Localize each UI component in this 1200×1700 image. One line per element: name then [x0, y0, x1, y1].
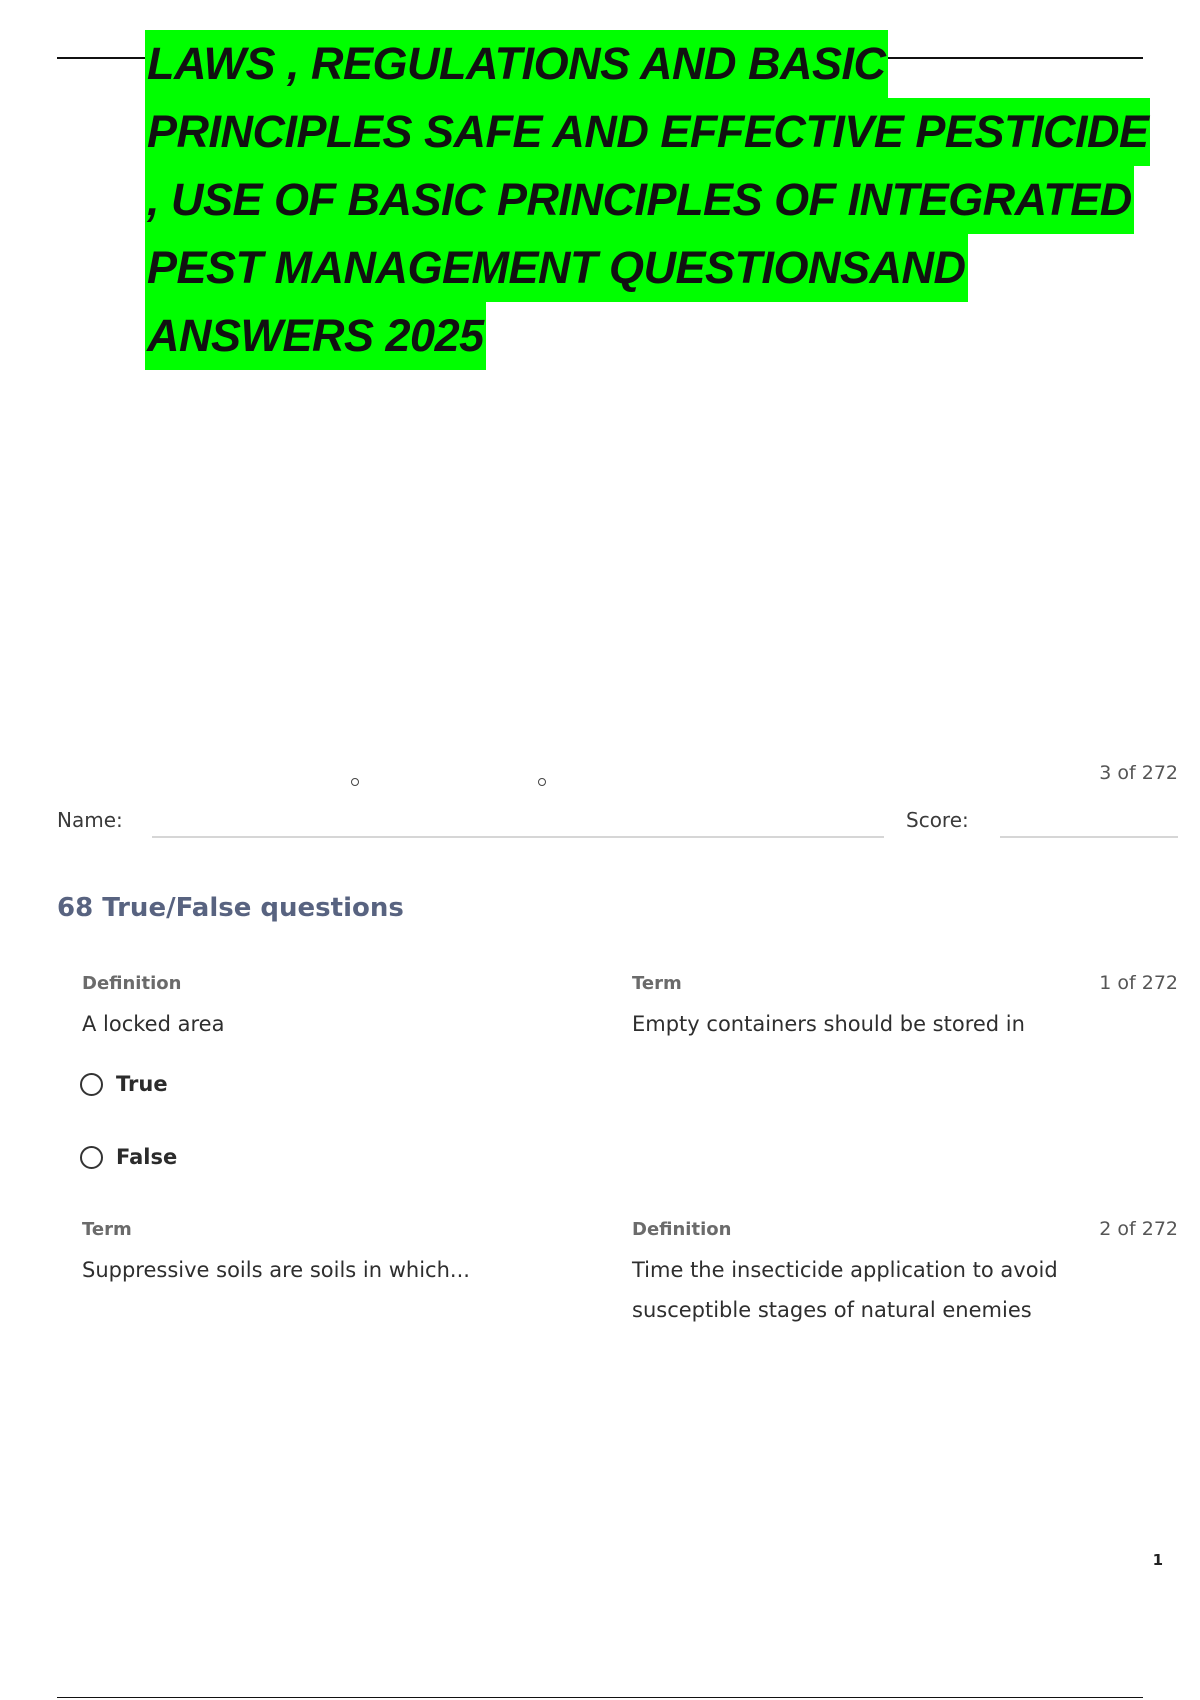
title-line-5: ANSWERS 2025 [145, 302, 486, 370]
question-2-left-heading: Term [82, 1219, 132, 1240]
name-label: Name: [57, 808, 123, 832]
option-false[interactable] [80, 1145, 177, 1169]
radio-circle-icon[interactable] [80, 1146, 103, 1169]
name-field[interactable] [152, 836, 884, 838]
title-line-3: , USE OF BASIC PRINCIPLES OF INTEGRATED [145, 166, 1134, 234]
score-label: Score: [906, 808, 969, 832]
score-field[interactable] [1000, 836, 1178, 838]
option-false-label: False [116, 1145, 178, 1169]
question-2-left-text: Suppressive soils are soils in which... [82, 1258, 470, 1282]
option-true-label: True [116, 1072, 168, 1096]
question-2-right-text: Time the insecticide application to avoid susceptible stages of natural enemies [632, 1258, 1058, 1322]
question-1-left-text: A locked area [82, 1012, 225, 1036]
dot-mark-right [538, 778, 546, 786]
question-2-right-heading: Definition [632, 1219, 732, 1240]
footer-rule [57, 1697, 1143, 1698]
page-count: 3 of 272 [1099, 762, 1178, 784]
document-title [145, 30, 1149, 370]
title-line-1: LAWS , REGULATIONS AND BASIC [145, 30, 888, 98]
question-1-counter: 1 of 272 [1099, 972, 1178, 994]
question-2-counter: 2 of 272 [1099, 1218, 1178, 1240]
section-title: 68 True/False questions [57, 893, 404, 923]
title-line-4: PEST MANAGEMENT QUESTIONSAND [145, 234, 968, 302]
option-true[interactable] [80, 1072, 168, 1096]
page-number: 1 [1152, 1551, 1163, 1569]
question-1-right-text: Empty containers should be stored in [632, 1012, 1025, 1036]
title-line-2: PRINCIPLES SAFE AND EFFECTIVE PESTICIDE [145, 98, 1150, 166]
radio-circle-icon[interactable] [80, 1073, 103, 1096]
question-1-right-heading: Term [632, 973, 682, 994]
question-1-left-heading: Definition [82, 973, 182, 994]
dot-mark-left [351, 778, 359, 786]
